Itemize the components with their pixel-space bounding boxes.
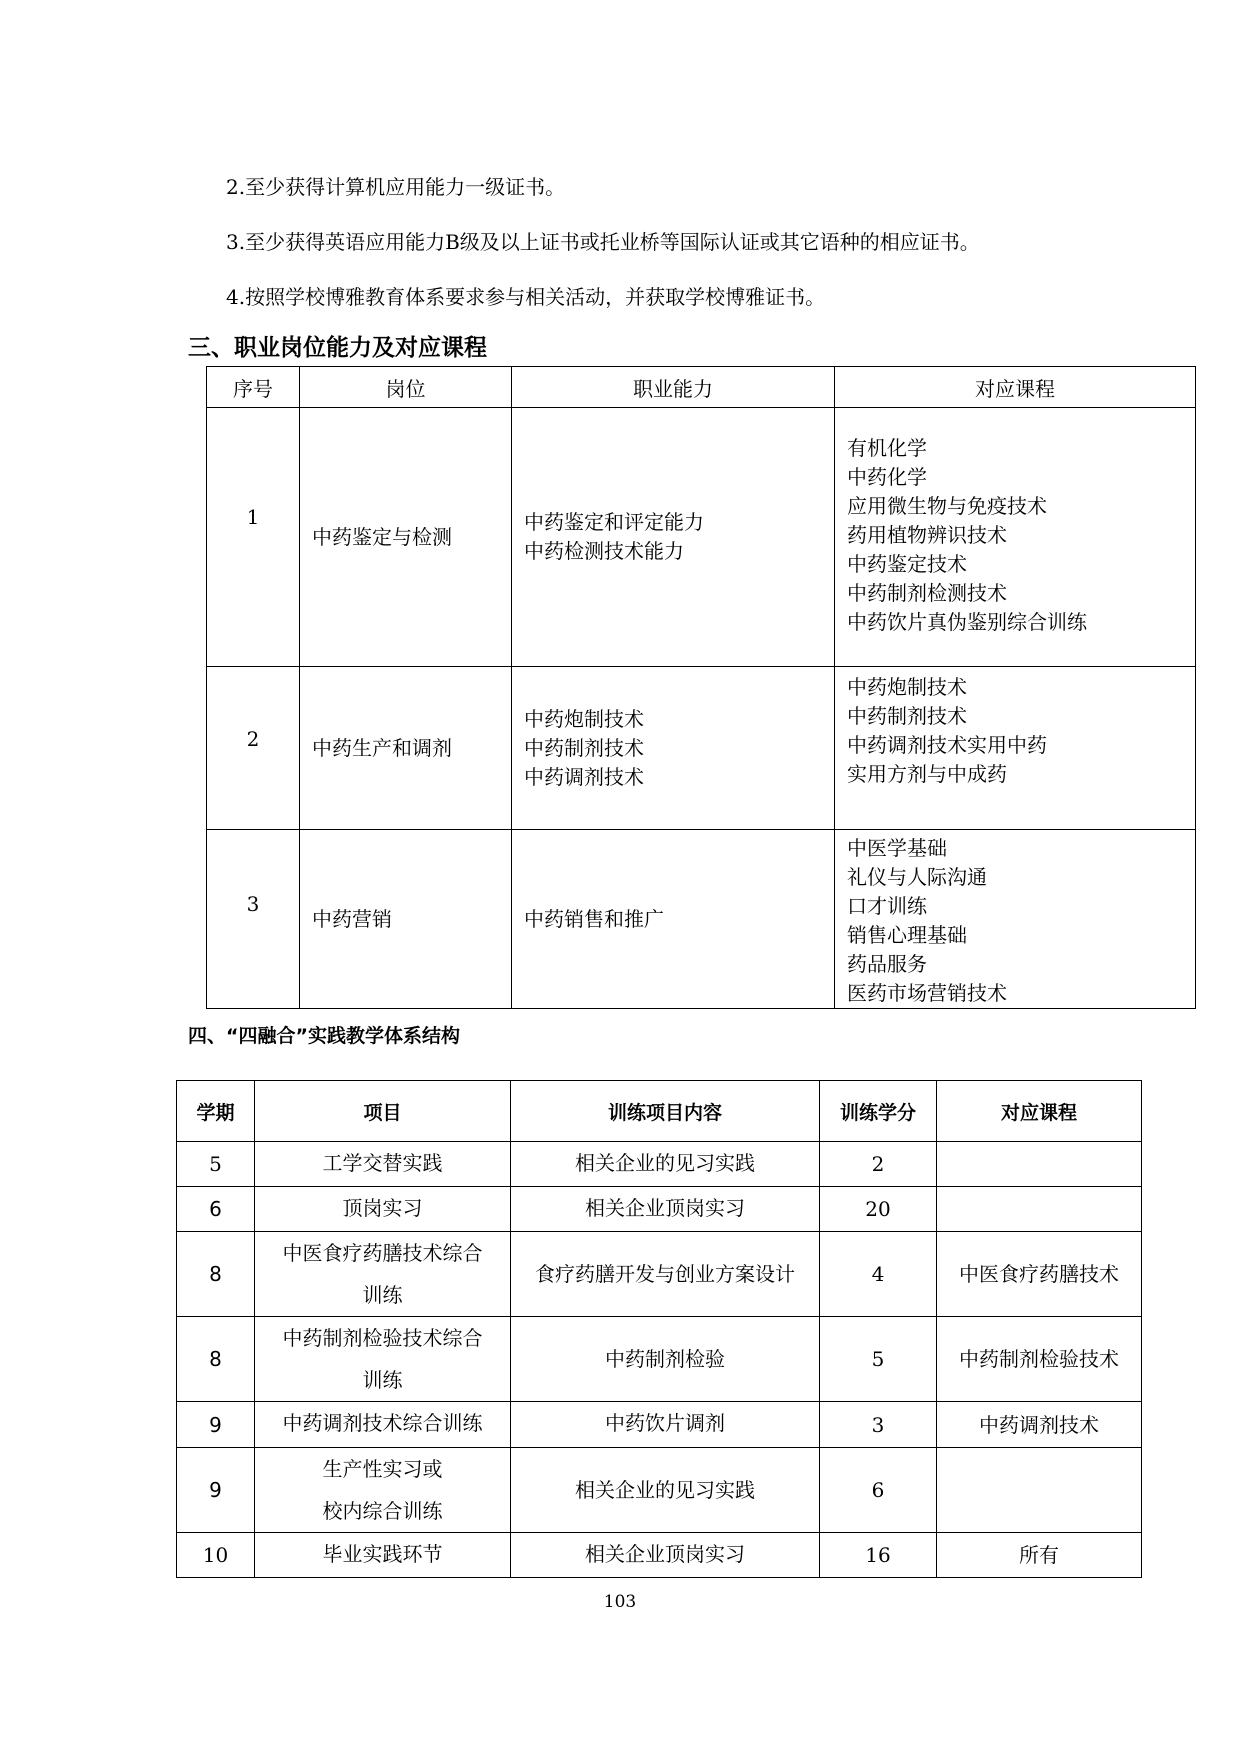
project-line: 中医食疗药膳技术综合 [282,1241,483,1265]
row-abilities [512,667,835,830]
header-course: 对应课程 [937,1081,1142,1142]
header-term: 学期 [177,1081,255,1142]
row-content: 相关企业的见习实践 [511,1448,820,1533]
course-item: 中药制剂技术 [847,704,967,728]
project-line: 中药制剂检验技术综合 [282,1326,483,1350]
row-term: 6 [177,1187,255,1232]
row-credit: 5 [820,1317,937,1402]
table-row [177,1533,1142,1578]
project-line: 校内综合训练 [322,1499,443,1523]
header-course: 对应课程 [835,367,1196,408]
row-content: 食疗药膳开发与创业方案设计 [511,1232,820,1317]
row-index-text: 1 [246,505,260,529]
ability-item: 中药炮制技术 [524,706,644,731]
row-abilities [512,408,835,667]
course-item: 口才训练 [847,894,927,918]
row-course [937,1142,1142,1187]
row-content: 相关企业顶岗实习 [511,1533,820,1578]
table-row [177,1142,1142,1187]
row-courses [835,408,1196,667]
row-course [937,1187,1142,1232]
ability-item: 中药鉴定和评定能力 [524,510,704,534]
row-course: 中药制剂检验技术 [937,1317,1142,1402]
project-line: 中药调剂技术综合训练 [282,1411,483,1435]
row-term: 9 [177,1402,255,1448]
row-abilities [512,830,835,1009]
course-item: 药品服务 [847,952,927,976]
table-row [207,830,1196,1009]
row-index-text: 3 [246,892,260,916]
table-row [207,667,1196,830]
course-item: 中药调剂技术实用中药 [847,733,1047,757]
ability-item: 中药调剂技术 [524,764,644,789]
row-term: 10 [177,1533,255,1578]
row-term: 8 [177,1232,255,1317]
paragraph-english-cert: 3.至少获得英语应用能力B级及以上证书或托业桥等国际认证或其它语种的相应证书。 [226,230,980,254]
course-item: 中药化学 [847,465,927,489]
paragraph-computer-cert: 2.至少获得计算机应用能力一级证书。 [226,175,566,199]
course-item: 医药市场营销技术 [847,981,1007,1005]
row-content: 中药制剂检验 [511,1317,820,1402]
project-line: 工学交替实践 [322,1151,443,1175]
row-position: 中药营销 [300,830,512,1009]
row-index [207,830,300,1009]
table-row [177,1402,1142,1448]
row-course: 所有 [937,1533,1142,1578]
ability-item: 中药销售和推广 [524,906,664,931]
table-row [177,1448,1142,1533]
row-position: 中药生产和调剂 [300,667,512,830]
row-term: 8 [177,1317,255,1402]
section4-title: 四、“四融合”实践教学体系结构 [188,1025,460,1047]
row-content: 中药饮片调剂 [511,1402,820,1448]
course-item: 应用微生物与免疫技术 [847,494,1047,518]
row-index [207,408,300,667]
row-term: 5 [177,1142,255,1187]
row-project [255,1232,511,1317]
course-item: 有机化学 [847,436,927,460]
project-line: 毕业实践环节 [322,1542,443,1566]
row-project [255,1448,511,1533]
header-content: 训练项目内容 [511,1081,820,1142]
table-row [177,1187,1142,1232]
course-item: 实用方剂与中成药 [847,762,1007,786]
row-content: 相关企业的见习实践 [511,1142,820,1187]
row-course: 中药调剂技术 [937,1402,1142,1448]
table-row [177,1232,1142,1317]
row-credit: 3 [820,1402,937,1448]
course-item: 销售心理基础 [847,923,967,947]
project-line: 生产性实习或 [322,1457,443,1481]
header-project: 项目 [255,1081,511,1142]
career-ability-table [206,366,1196,1009]
header-idx: 序号 [207,367,300,408]
row-course: 中医食疗药膳技术 [937,1232,1142,1317]
course-item: 中药饮片真伪鉴别综合训练 [847,610,1087,634]
header-credit: 训练学分 [820,1081,937,1142]
section3-title: 三、职业岗位能力及对应课程 [188,335,487,361]
paragraph-liberal-cert: 4.按照学校博雅教育体系要求参与相关活动，并获取学校博雅证书。 [226,285,826,309]
row-credit: 2 [820,1142,937,1187]
page-number: 103 [603,1592,637,1612]
row-credit: 4 [820,1232,937,1317]
row-credit: 6 [820,1448,937,1533]
project-line: 训练 [362,1283,403,1307]
row-credit: 16 [820,1533,937,1578]
course-item: 中药鉴定技术 [847,552,967,576]
table-header-row [177,1081,1142,1142]
row-position: 中药鉴定与检测 [300,408,512,667]
row-project [255,1142,511,1187]
project-line: 顶岗实习 [342,1196,423,1220]
row-project [255,1402,511,1448]
row-course [937,1448,1142,1533]
table-row [207,408,1196,667]
course-item: 中药炮制技术 [847,675,967,699]
row-term: 9 [177,1448,255,1533]
row-courses [835,667,1196,830]
row-project [255,1533,511,1578]
table-row [177,1317,1142,1402]
ability-item: 中药制剂技术 [524,735,644,760]
course-item: 中医学基础 [847,836,947,860]
row-content: 相关企业顶岗实习 [511,1187,820,1232]
project-line: 训练 [362,1368,403,1392]
row-index [207,667,300,830]
practice-structure-table [176,1080,1142,1578]
course-item: 中药制剂检测技术 [847,581,1007,605]
row-credit: 20 [820,1187,937,1232]
ability-item: 中药检测技术能力 [524,539,684,563]
header-position: 岗位 [300,367,512,408]
row-project [255,1317,511,1402]
header-ability: 职业能力 [512,367,835,408]
course-item: 礼仪与人际沟通 [847,865,987,889]
row-courses [835,830,1196,1009]
table-header-row [207,367,1196,408]
row-index-text: 2 [246,727,260,751]
row-project [255,1187,511,1232]
course-item: 药用植物辨识技术 [847,523,1007,547]
